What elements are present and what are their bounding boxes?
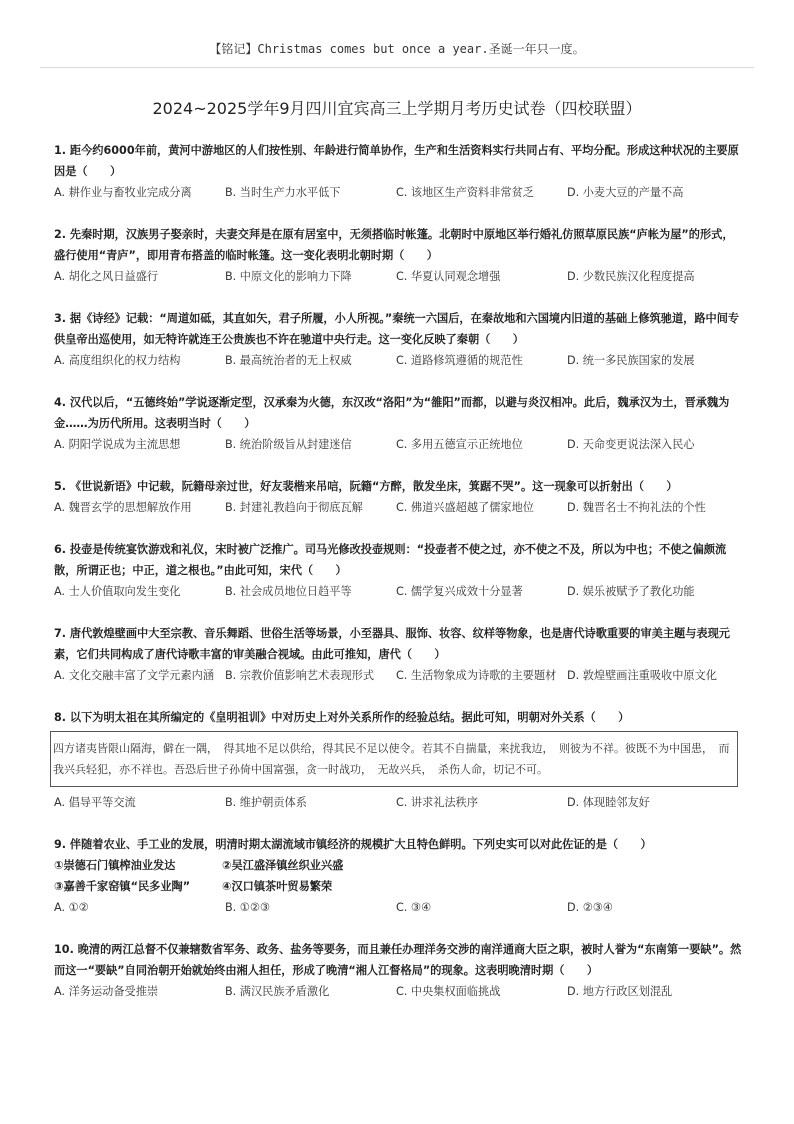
question-stem: 1. 距今约6000年前，黄河中游地区的人们按性别、年龄进行简单协作，生产和生活资料实行共同占有、平均分配。形成这种状况的主要原因是（ ）	[54, 144, 739, 178]
source-material-box: 四方诸夷皆限山隔海，僻在一隅， 得其地不足以供给，得其民不足以使令。若其不自揣量，来扰我边， 则彼为不祥。彼既不为中国患， 而我兴兵轻犯，亦不祥也。吾恐后世子孙倚中国富强，贪一时战功， 无故兴兵， 杀伤人命，切记不可。	[50, 731, 738, 787]
question-6	[54, 539, 744, 602]
option-a[interactable]: A. 洋务运动备受推崇	[54, 985, 159, 998]
option-a[interactable]: A. 倡导平等交流	[54, 796, 136, 809]
question-2	[54, 224, 744, 287]
question-stem: 8. 以下为明太祖在其所编定的《皇明祖训》中对历史上对外关系所作的经验总结。据此可知，明朝对外关系（ ）	[54, 711, 630, 724]
statement-3: ③嘉善千家窑镇“民多业陶”	[54, 880, 191, 893]
question-stem: 3. 据《诗经》记载：“周道如砥，其直如矢，君子所履，小人所视。”秦统一六国后，在秦故地和六国境内旧道的基础上修筑驰道，路中间专供皇帝出巡使用，如无特许就连王公贵族也不许在驰道中央行走。这一变化反映了秦朝（ ）	[54, 312, 740, 346]
statement-4: ④汉口镇茶叶贸易繁荣	[222, 880, 333, 893]
option-row	[54, 897, 744, 918]
option-row	[54, 792, 744, 813]
option-d[interactable]: D. 少数民族汉化程度提高	[567, 270, 695, 283]
question-1	[54, 140, 744, 203]
question-stem: 10. 晚清的两江总督不仅兼辖数省军务、政务、盐务等要务，而且兼任办理洋务交涉的南洋通商大臣之职，被时人誉为“东南第一要缺”。然而这一“要缺”自同治朝开始就始终由湘人担任，形成了晚清“湘人江督格局”的现象。这表明晚清时期（ ）	[54, 943, 742, 977]
option-d[interactable]: D. 统一多民族国家的发展	[567, 354, 695, 367]
option-b[interactable]: B. 当时生产力水平低下	[225, 186, 341, 199]
option-d[interactable]: D. 娱乐被赋予了教化功能	[567, 585, 695, 598]
option-d[interactable]: D. 地方行政区划混乱	[567, 985, 673, 998]
option-a[interactable]: A. 文化交融丰富了文学元素内涵	[54, 669, 215, 682]
question-5	[54, 476, 744, 518]
option-c[interactable]: C. 该地区生产资料非常贫乏	[396, 186, 534, 199]
question-stem: 4. 汉代以后，“五德终始”学说逐渐定型，汉承秦为火德，东汉改“洛阳”为“雒阳”而都，以避与炎汉相冲。此后，魏承汉为土，晋承魏为金……为历代所用。这表明当时（ ）	[54, 396, 730, 430]
option-b[interactable]: B. 中原文化的影响力下降	[225, 270, 352, 283]
option-d[interactable]: D. 魏晋名士不拘礼法的个性	[567, 501, 706, 514]
question-4	[54, 392, 744, 455]
question-stem: 5. 《世说新语》中记载，阮籍母亲过世，好友裴楷来吊唁，阮籍“方醉，散发坐床，箕踞不哭”。这一现象可以折射出（ ）	[54, 480, 678, 493]
header-divider	[40, 67, 754, 68]
question-list	[54, 140, 744, 1023]
question-7	[54, 623, 744, 686]
option-b[interactable]: B. 满汉民族矛盾激化	[225, 985, 330, 998]
statement-row	[54, 876, 744, 897]
option-b[interactable]: B. 最高统治者的无上权威	[225, 354, 352, 367]
question-stem: 7. 唐代敦煌壁画中大至宗教、音乐舞蹈、世俗生活等场景，小至器具、服饰、妆容、纹样等物象，也是唐代诗歌重要的审美主题与表现元素，它们共同构成了唐代诗歌丰富的审美融合视域。由此可推知，唐代（ ）	[54, 627, 730, 661]
option-d[interactable]: D. 小麦大豆的产量不高	[567, 186, 684, 199]
option-b[interactable]: B. 封建礼教趋向于彻底瓦解	[225, 501, 363, 514]
option-a[interactable]: A. ①②	[54, 901, 89, 914]
option-d[interactable]: D. ②③④	[567, 901, 613, 914]
option-c[interactable]: C. ③④	[396, 901, 431, 914]
option-row	[54, 350, 744, 371]
option-a[interactable]: A. 胡化之风日益盛行	[54, 270, 159, 283]
question-stem: 6. 投壶是传统宴饮游戏和礼仪，宋时被广泛推广。司马光修改投壶规则：“投壶者不使之过，亦不使之不及，所以为中也；不使之偏颇流散，所谓正也；中正，道之根也。”由此可知，宋代（ ）	[54, 543, 727, 577]
option-c[interactable]: C. 儒学复兴成效十分显著	[396, 585, 523, 598]
option-b[interactable]: B. 社会成员地位日趋平等	[225, 585, 352, 598]
option-b[interactable]: B. 统治阶级旨从封建迷信	[225, 438, 352, 451]
option-row	[54, 434, 744, 455]
question-8	[54, 707, 744, 813]
option-b[interactable]: B. ①②③	[225, 901, 270, 914]
option-a[interactable]: A. 耕作业与畜牧业完成分离	[54, 186, 192, 199]
option-a[interactable]: A. 魏晋玄学的思想解放作用	[54, 501, 192, 514]
option-row	[54, 266, 744, 287]
question-stem: 9. 伴随着农业、手工业的发展，明清时期太湖流域市镇经济的规模扩大且特色鲜明。下列史实可以对此佐证的是（ ）	[54, 838, 652, 851]
question-9	[54, 834, 744, 918]
question-3	[54, 308, 744, 371]
exam-title: 2024~2025学年9月四川宜宾高三上学期月考历史试卷（四校联盟）	[152, 99, 642, 118]
option-a[interactable]: A. 士人价值取向发生变化	[54, 585, 181, 598]
option-c[interactable]: C. 讲求礼法秩序	[396, 796, 479, 809]
statement-1: ①崇德石门镇榨油业发达	[54, 859, 176, 872]
option-c[interactable]: C. 佛道兴盛超越了儒家地位	[396, 501, 534, 514]
option-row	[54, 981, 744, 1002]
option-c[interactable]: C. 中央集权面临挑战	[396, 985, 501, 998]
option-d[interactable]: D. 敦煌壁画注重吸收中原文化	[567, 669, 717, 682]
statement-row	[54, 855, 744, 876]
option-c[interactable]: C. 华夏认同观念增强	[396, 270, 501, 283]
option-row	[54, 665, 744, 686]
option-row	[54, 497, 744, 518]
option-a[interactable]: A. 高度组织化的权力结构	[54, 354, 181, 367]
option-b[interactable]: B. 宗教价值影响艺术表现形式	[225, 669, 375, 682]
header-motto: 【铭记】Christmas comes but once a year.圣诞一年只一度。	[209, 42, 585, 56]
option-row	[54, 581, 744, 602]
statement-2: ②吴江盛泽镇丝织业兴盛	[222, 859, 344, 872]
option-a[interactable]: A. 阴阳学说成为主流思想	[54, 438, 181, 451]
option-c[interactable]: C. 道路修筑遵循的规范性	[396, 354, 523, 367]
question-10	[54, 939, 744, 1002]
option-c[interactable]: C. 多用五德宣示正统地位	[396, 438, 523, 451]
question-stem: 2. 先秦时期，汉族男子娶亲时，夫妻交拜是在原有居室中，无须搭临时帐篷。北朝时中原地区举行婚礼仿照草原民族“庐帐为屋”的形式，盛行使用“青庐”，即用青布搭盖的临时帐篷。这一变化表明北朝时期（ ）	[54, 228, 734, 262]
option-d[interactable]: D. 天命变更说法深入民心	[567, 438, 695, 451]
option-c[interactable]: C. 生活物象成为诗歌的主要题材	[396, 669, 557, 682]
option-d[interactable]: D. 体现睦邻友好	[567, 796, 650, 809]
option-b[interactable]: B. 维护朝贡体系	[225, 796, 307, 809]
option-row	[54, 182, 744, 203]
